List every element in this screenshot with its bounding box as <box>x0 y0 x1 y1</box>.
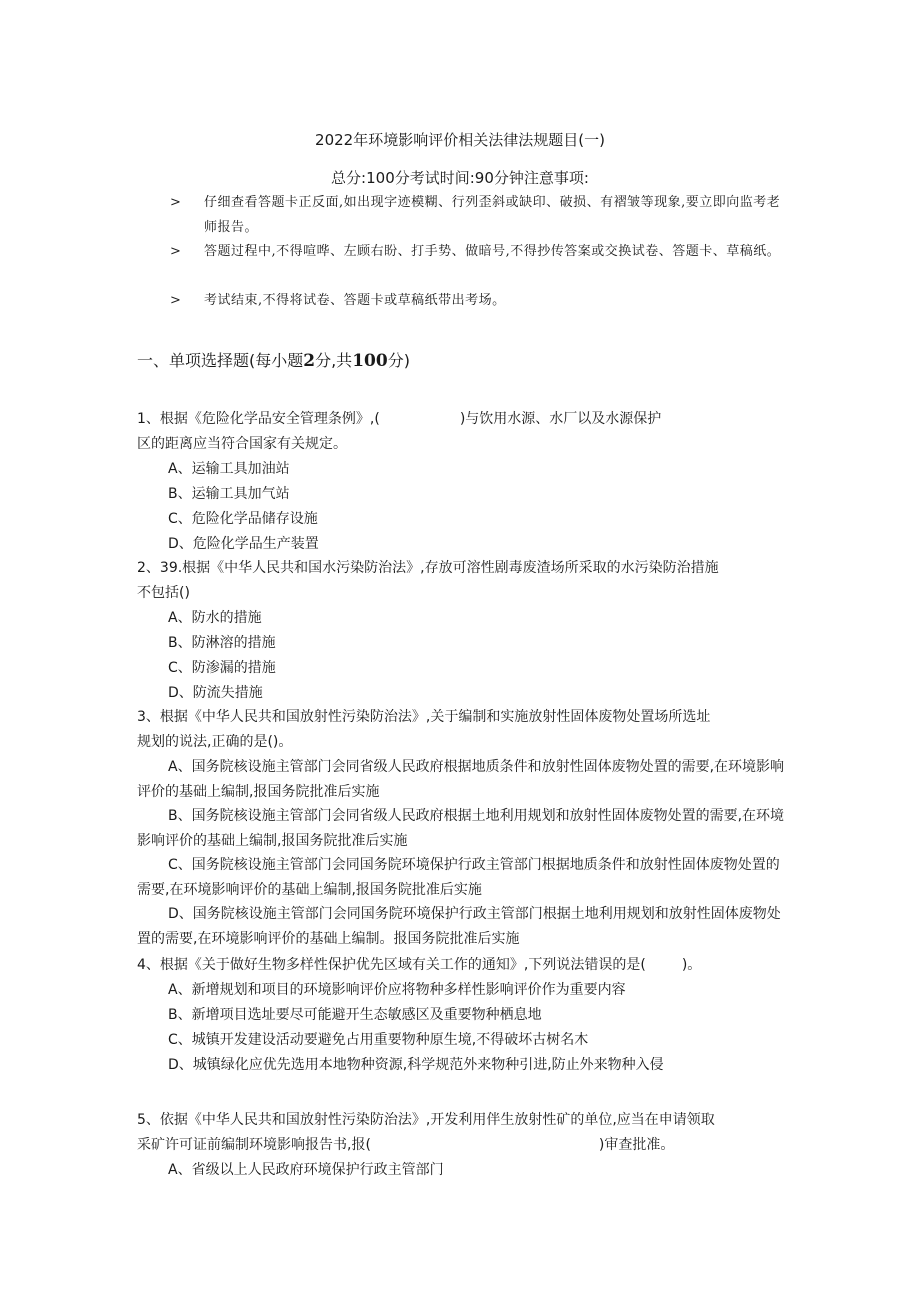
question-stem: 3、根据《中华人民共和国放射性污染防治法》,关于编制和实施放射性固体废物处置场所选址 <box>137 709 711 725</box>
question-stem-line: 采矿许可证前编制环境影响报告书,报( )审查批准。 <box>137 1137 675 1153</box>
arrow-icon: > <box>170 293 182 308</box>
option-item: A、运输工具加油站 <box>168 461 290 477</box>
question-stem: 4、根据《关于做好生物多样性保护优先区域有关工作的通知》,下列说法错误的是( )。 <box>137 957 702 973</box>
question-stem-line: 区的距离应当符合国家有关规定。 <box>137 436 347 452</box>
exam-subtitle: 总分:100分考试时间:90分钟注意事项: <box>331 169 589 187</box>
option-item: A、新增规划和项目的环境影响评价应将物种多样性影响评价作为重要内容 <box>168 982 626 998</box>
notice-text: 考试结束,不得将试卷、答题卡或草稿纸带出考场。 <box>204 293 506 308</box>
option-item: B、国务院核设施主管部门会同省级人民政府根据土地利用规划和放射性固体废物处置的需要,在环境影响评价的基础上编制,报国务院批准后实施 <box>137 808 785 849</box>
option-item: C、危险化学品储存设施 <box>168 511 318 527</box>
option-item: A、省级以上人民政府环境保护行政主管部门 <box>168 1162 444 1178</box>
arrow-icon: > <box>170 195 182 210</box>
option-item: B、新增项目选址要尽可能避开生态敏感区及重要物种栖息地 <box>168 1007 542 1023</box>
question-stem: 5、依据《中华人民共和国放射性污染防治法》,开发利用伴生放射性矿的单位,应当在申请领取 <box>137 1112 715 1128</box>
question-stem-line: 不包括() <box>137 585 190 601</box>
option-item: A、防水的措施 <box>168 610 262 626</box>
question-stem: 1、根据《危险化学品安全管理条例》,( )与饮用水源、水厂以及水源保护 <box>137 411 662 427</box>
section-heading: 一、单项选择题(每小题2分,共100分) <box>137 351 410 371</box>
notice-item <box>170 190 790 240</box>
option-item: A、国务院核设施主管部门会同省级人民政府根据地质条件和放射性固体废物处置的需要,在环境影响评价的基础上编制,报国务院批准后实施 <box>137 759 785 800</box>
exam-title: 2022年环境影响评价相关法律法规题目(一) <box>315 131 605 149</box>
question-stem-line: 规划的说法,正确的是()。 <box>137 734 293 750</box>
option-item: D、危险化学品生产装置 <box>168 536 319 552</box>
notice-item <box>170 288 790 313</box>
arrow-icon: > <box>170 244 182 259</box>
option-item: C、防渗漏的措施 <box>168 660 276 676</box>
option-item: B、防淋溶的措施 <box>168 635 276 651</box>
option-item: C、国务院核设施主管部门会同国务院环境保护行政主管部门根据地质条件和放射性固体废物处置的需要,在环境影响评价的基础上编制,报国务院批准后实施 <box>137 857 780 898</box>
notice-item <box>170 239 790 264</box>
notice-text: 仔细查看答题卡正反面,如出现字迹模糊、行列歪斜或缺印、破损、有褶皱等现象,要立即向监考老师报告。 <box>204 195 781 235</box>
option-item: B、运输工具加气站 <box>168 486 290 502</box>
option-item: D、城镇绿化应优先选用本地物种资源,科学规范外来物种引进,防止外来物种入侵 <box>168 1057 664 1073</box>
notice-text: 答题过程中,不得喧哗、左顾右盼、打手势、做暗号,不得抄传答案或交换试卷、答题卡、草稿纸。 <box>204 244 781 259</box>
option-item: D、国务院核设施主管部门会同国务院环境保护行政主管部门根据土地利用规划和放射性固体废物处置的需要,在环境影响评价的基础上编制。报国务院批准后实施 <box>137 906 781 947</box>
option-item: D、防流失措施 <box>168 685 263 701</box>
question-stem: 2、39.根据《中华人民共和国水污染防治法》,存放可溶性剧毒废渣场所采取的水污染防治措施 <box>137 560 719 576</box>
option-item: C、城镇开发建设活动要避免占用重要物种原生境,不得破坏古树名木 <box>168 1032 589 1048</box>
